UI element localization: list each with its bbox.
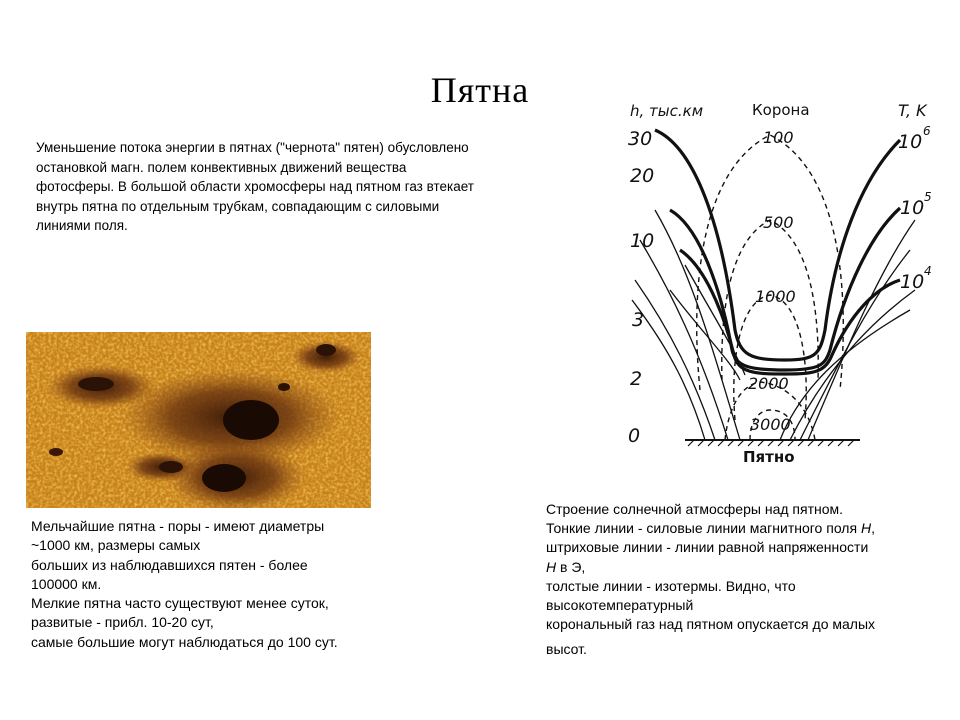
caption-line: Мелкие пятна часто существуют менее суток, [31, 595, 329, 612]
left-tick-3: 3 [632, 309, 645, 331]
diagram-caption-line: высокотемпературный [546, 597, 694, 614]
photo-caption [31, 517, 401, 652]
sunspot-photo [26, 332, 371, 508]
field-label-3000: 3000 [750, 415, 791, 434]
diagram-caption-line [546, 519, 946, 538]
caption-line: развитые - прибл. 10-20 сут, [31, 614, 214, 631]
right-tick-1e4: 10 [900, 271, 925, 293]
left-tick-30: 30 [628, 128, 653, 150]
intro-text [36, 138, 566, 236]
caption-line: Мельчайшие пятна - поры - имеют диаметры [31, 518, 325, 534]
intro-line: остановкой магн. полем конвективных движений вещества [36, 159, 407, 175]
slide-title: Пятна [430, 70, 530, 110]
diagram-caption-line: Строение солнечной атмосферы над пятном. [546, 501, 844, 517]
field-label-500: 500 [763, 213, 794, 232]
caption-var-h: H [860, 520, 872, 537]
intro-line: линиями поля. [36, 218, 128, 233]
diagram-caption-line: корональный газ над пятном опускается до малых [546, 616, 876, 633]
right-tick-1e6-exp: 6 [923, 124, 931, 138]
intro-line: Уменьшение потока энергии в пятнах ("чернота" пятен) обусловлено [36, 140, 469, 155]
diagram-caption-line: толстые линии - изотермы. Видно, что [546, 577, 796, 594]
left-axis-label: h, тыс.км [630, 102, 704, 120]
isotherm-line [655, 130, 900, 360]
right-tick-1e4-exp: 4 [924, 264, 932, 278]
caption-line: больших из наблюдавшихся пятен - более [31, 556, 308, 573]
field-label-2000: 2000 [748, 374, 789, 393]
left-tick-10: 10 [630, 230, 655, 252]
caption-text: , [871, 520, 875, 537]
caption-text: Тонкие линии - силовые линии магнитного поля [546, 520, 861, 537]
intro-line: фотосферы. В большой области хромосферы над пятном газ втекает [36, 179, 474, 194]
diagram-caption-line [546, 558, 946, 577]
atmosphere-diagram [610, 90, 960, 475]
right-tick-1e6: 10 [898, 131, 923, 153]
bottom-label: Пятно [743, 448, 795, 466]
diagram-caption-line: высот. [546, 641, 587, 658]
field-line [790, 290, 915, 440]
right-axis-label: T, K [898, 101, 927, 120]
field-label-100: 100 [763, 128, 794, 147]
field-strength-line [734, 295, 806, 420]
diagram-caption-line: штриховые линии - линии равной напряженности [546, 539, 869, 556]
left-tick-0: 0 [628, 425, 641, 447]
top-label: Корона [752, 101, 810, 119]
caption-var-h: H [546, 558, 557, 575]
right-tick-1e5-exp: 5 [924, 190, 932, 204]
diagram-caption [546, 500, 946, 660]
caption-line: самые большие могут наблюдаться до 100 сут. [31, 633, 338, 650]
field-label-1000: 1000 [755, 287, 796, 306]
caption-line: 100000 км. [31, 575, 102, 592]
left-tick-2: 2 [630, 368, 643, 390]
right-tick-1e5: 10 [900, 197, 925, 219]
caption-text: в Э, [556, 558, 586, 575]
caption-line: ~1000 км, размеры самых [31, 537, 201, 554]
intro-line: внутрь пятна по отдельным трубкам, совпадающим с силовыми [36, 198, 440, 214]
left-tick-20: 20 [630, 165, 655, 187]
field-strength-line [697, 135, 844, 390]
